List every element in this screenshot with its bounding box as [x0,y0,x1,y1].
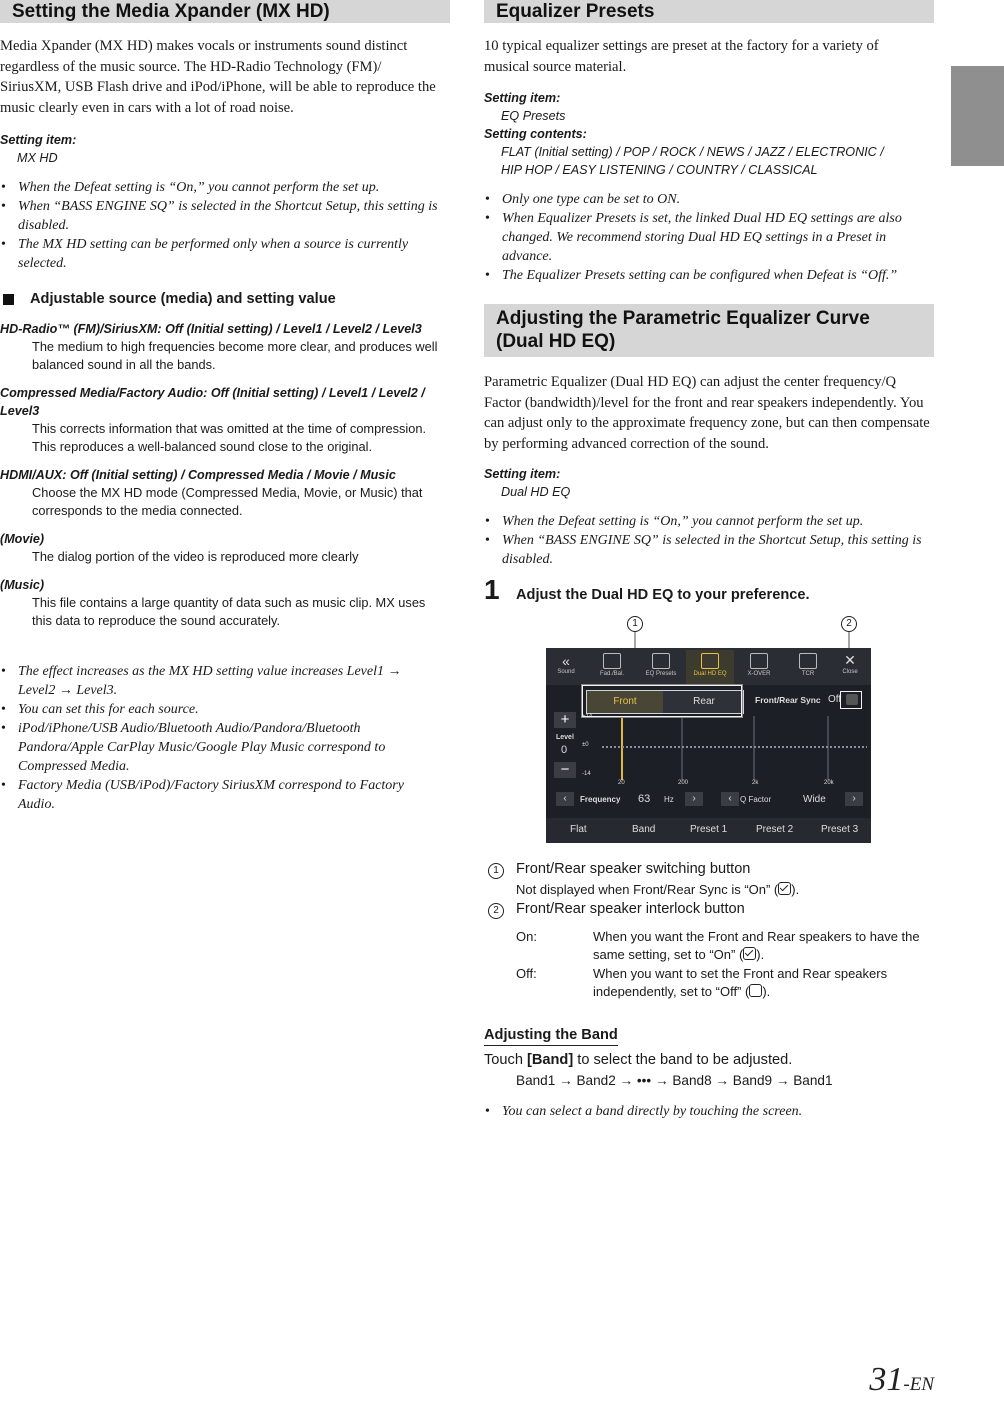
on-desc [593,928,933,964]
peq-notes [484,512,934,569]
tab-sound[interactable] [546,650,586,684]
tab-tcr[interactable] [784,650,832,684]
peq-heading-line1: Adjusting the Parametric Equalizer Curve [496,308,870,329]
back-chevron-icon: « [562,653,570,669]
preset3-button[interactable]: Preset 3 [821,824,859,835]
y-axis-mid-label: ±0 [582,742,589,748]
q-factor-label: Q Factor [740,795,772,804]
entry-movie [0,530,448,566]
on-desc-end: ). [756,947,765,962]
entry-title: Compressed Media/Factory Audio: Off (Initial setting) / Level1 / Level2 / Level3 [0,386,425,418]
rear-button[interactable]: Rear [693,696,715,707]
x-tick-label: 200 [678,780,689,786]
sync-value: Off [828,694,842,705]
entry-desc: The medium to high frequencies become more clear, and produces well balanced sound in all the bands. [32,339,438,372]
setting-item-label: Setting item: [484,91,561,105]
peq-intro: Parametric Equalizer (Dual HD EQ) can adjust the center frequency/Q Factor (bandwidth)/level for the front and rear speakers independently. You can adjust only to the approximate frequency zone, but can then compensate by performing advanced correction of the sound. [484,374,930,452]
entry-hd-radio [0,320,448,374]
callout-1-badge: 1 [627,616,643,632]
square-bullet-icon [3,294,14,305]
step-number: 1 [484,574,500,605]
y-axis-bottom-label: -14 [582,771,591,777]
off-desc [593,965,923,1001]
band-button-ref: [Band] [527,1052,574,1068]
flat-button[interactable]: Flat [570,824,587,835]
section-heading-peq [484,304,934,357]
tab-eq-presets[interactable] [637,650,685,684]
note-item: • When Equalizer Presets is set, the linked Dual HD EQ settings are also changed. We recommend storing Dual HD EQ settings in a Preset in advance. [484,209,934,266]
on-desc-text: When you want the Front and Rear speakers to have the same setting, set to “On” ( [593,929,920,962]
screen-tab-bar [546,648,871,685]
section-heading-eq-presets: Equalizer Presets [484,0,934,23]
item1-title: Front/Rear speaker switching button [516,861,751,877]
x-tick-label: 20 [618,780,625,786]
off-desc-end: ). [762,984,771,999]
band-touch-text-end: to select the band to be adjusted. [573,1052,793,1068]
band-touch-instruction [484,1050,792,1070]
dual-hd-eq-screen [546,648,871,843]
on-label: On: [516,929,537,944]
note-item: • When the Defeat setting is “On,” you cannot perform the set up. [484,512,934,531]
item1-note-end: ). [791,882,800,897]
y-axis-top-label: +14 [582,714,593,720]
setting-contents-line1: FLAT (Initial setting) / POP / ROCK / NEWS / JAZZ / ELECTRONIC / [501,145,884,159]
note-item: • The Equalizer Presets setting can be configured when Defeat is “Off.” [484,266,934,285]
frequency-label: Frequency [580,795,621,804]
item1-note-text: Not displayed when Front/Rear Sync is “On” ( [516,882,779,897]
chevron-right-icon: › [692,793,696,804]
q-factor-value: Wide [803,794,826,805]
note-item: • The MX HD setting can be performed only when a source is currently selected. [0,235,450,273]
tab-label: X-OVER [747,671,771,677]
setting-contents-label: Setting contents: [484,127,587,141]
checkbox-on-icon [743,947,756,960]
adjustable-source-subheading [0,289,336,309]
setting-item-label: Setting item: [0,133,77,147]
entry-compressed-media [0,384,448,456]
note-item: • You can set this for each source. [0,700,440,719]
note-item: • When the Defeat setting is “On,” you cannot perform the set up. [0,178,450,197]
level-plus-button[interactable]: + [554,712,576,728]
page-number-suffix: -EN [903,1374,934,1395]
mx-hd-intro: Media Xpander (MX HD) makes vocals or instruments sound distinct regardless of the music source. The HD-Radio Technology (FM)/ SiriusXM, USB Flash drive and iPod/iPhone, will be able to reproduce the music clearly even in cars with a lot of road noise. [0,38,436,116]
band-notes [484,1102,934,1121]
callout-1-highlight [582,685,742,717]
preset2-button[interactable]: Preset 2 [756,824,794,835]
close-icon: ✕ [844,652,856,668]
entry-desc: This corrects information that was omitted at the time of compression. This reproduces a well-balanced sound close to the original. [32,421,427,454]
note-item: • When “BASS ENGINE SQ” is selected in the Shortcut Setup, this setting is disabled. [484,531,934,569]
checkbox-on-icon [778,882,791,895]
preset1-button[interactable]: Preset 1 [690,824,728,835]
tab-label: Fad./Bal. [599,671,624,677]
step-text: Adjust the Dual HD EQ to your preference. [516,587,810,603]
page-edge-tab [951,66,1004,166]
entry-title: HD-Radio™ (FM)/SiriusXM: Off (Initial setting) / Level1 / Level2 / Level3 [0,322,422,336]
note-item: • When “BASS ENGINE SQ” is selected in the Shortcut Setup, this setting is disabled. [0,197,450,235]
checkbox-off-icon [749,984,762,997]
band-sequence: Band1 → Band2 → ••• → Band8 → Band9 → Band1 [516,1073,833,1088]
crossover-icon [750,653,768,669]
chevron-left-icon: ‹ [563,793,567,804]
setting-item-value: EQ Presets [501,109,566,123]
freq-up-button[interactable] [685,792,703,806]
mx-hd-notes [0,178,450,273]
front-button[interactable]: Front [587,691,663,713]
peq-heading-line2: (Dual HD EQ) [496,331,616,352]
setting-contents-line2: HIP HOP / EASY LISTENING / COUNTRY / CLASSICAL [501,163,818,177]
setting-item-value: MX HD [17,151,58,165]
chevron-left-icon: ‹ [728,793,732,804]
chevron-right-icon: › [852,793,856,804]
q-down-button[interactable] [721,792,739,806]
tab-label: Dual HD EQ [693,671,727,677]
x-tick-label: 20k [824,780,834,786]
band-button[interactable]: Band [632,824,656,835]
entry-desc: This file contains a large quantity of data such as music clip. MX uses this data to reproduce the sound accurately. [32,595,426,628]
note-item: • You can select a band directly by touching the screen. [484,1102,934,1121]
section-heading-mx-hd: Setting the Media Xpander (MX HD) [0,0,450,23]
item1-note [516,881,799,899]
eq-intro: 10 typical equalizer settings are preset at the factory for a variety of musical source material. [484,38,879,75]
frequency-value: 63 [638,793,651,805]
mx-hd-notes-2 [0,662,440,814]
tab-label: Sound [557,669,575,675]
tab-dual-hd-eq[interactable] [686,650,734,684]
level-label: Level [556,734,574,741]
callout-2-badge-desc: 2 [488,903,504,919]
peq-setting-item-value: Dual HD EQ [501,485,571,499]
tab-close[interactable] [830,650,870,684]
band-heading: Adjusting the Band [484,1025,618,1046]
wave-icon [652,653,670,669]
page-number-value: 31 [869,1361,904,1398]
note-item: • iPod/iPhone/USB Audio/Bluetooth Audio/Pandora/Bluetooth Pandora/Apple CarPlay Music/Google Play Music correspond to Compressed Media. [0,719,440,776]
frequency-unit: Hz [664,795,674,804]
callout-2-highlight [840,691,862,709]
callout-2-badge: 2 [841,616,857,632]
band-touch-text: Touch [484,1052,527,1068]
off-label: Off: [516,966,537,981]
note-item: • The effect increases as the MX HD setting value increases Level1 → Level2 → Level3. [0,662,440,700]
sync-label: Front/Rear Sync [755,695,821,705]
q-up-button[interactable] [845,792,863,806]
screen-bottom-bar [546,818,871,843]
entry-title: (Music) [0,578,45,592]
eq-grid [582,714,867,784]
off-desc-text: When you want to set the Front and Rear speakers independently, set to “Off” ( [593,966,888,999]
peq-setting-item-label: Setting item: [484,467,561,481]
callout-1-badge-desc: 1 [488,863,504,879]
tab-label: Close [842,669,858,675]
note-item: • Only one type can be set to ON. [484,190,934,209]
note-item: • Factory Media (USB/iPod)/Factory SiriusXM correspond to Factory Audio. [0,776,440,814]
tab-fad-bal[interactable] [588,650,636,684]
item2-title: Front/Rear speaker interlock button [516,901,745,917]
tab-label: EQ Presets [645,671,677,677]
entry-desc: The dialog portion of the video is reproduced more clearly [32,549,359,564]
eq-notes [484,190,934,285]
subheading-text: Adjustable source (media) and setting value [30,291,336,307]
entry-music [0,576,448,630]
freq-down-button[interactable] [556,792,574,806]
entry-hdmi-aux [0,466,448,520]
tab-x-over[interactable] [735,650,783,684]
x-tick-label: 2k [752,780,759,786]
entry-desc: Choose the MX HD mode (Compressed Media, Movie, or Music) that corresponds to the media connected. [32,485,423,518]
level-value: 0 [561,744,568,756]
eq-graph[interactable] [582,714,867,792]
page-number [869,1360,934,1405]
entry-title: (Movie) [0,532,45,546]
entry-title: HDMI/AUX: Off (Initial setting) / Compressed Media / Movie / Music [0,468,396,482]
setting-entries [0,320,448,630]
fader-icon [603,653,621,669]
speaker-icon [799,653,817,669]
eq-curve-icon [701,653,719,669]
level-minus-button[interactable]: − [554,762,576,778]
tab-label: TCR [801,671,815,677]
